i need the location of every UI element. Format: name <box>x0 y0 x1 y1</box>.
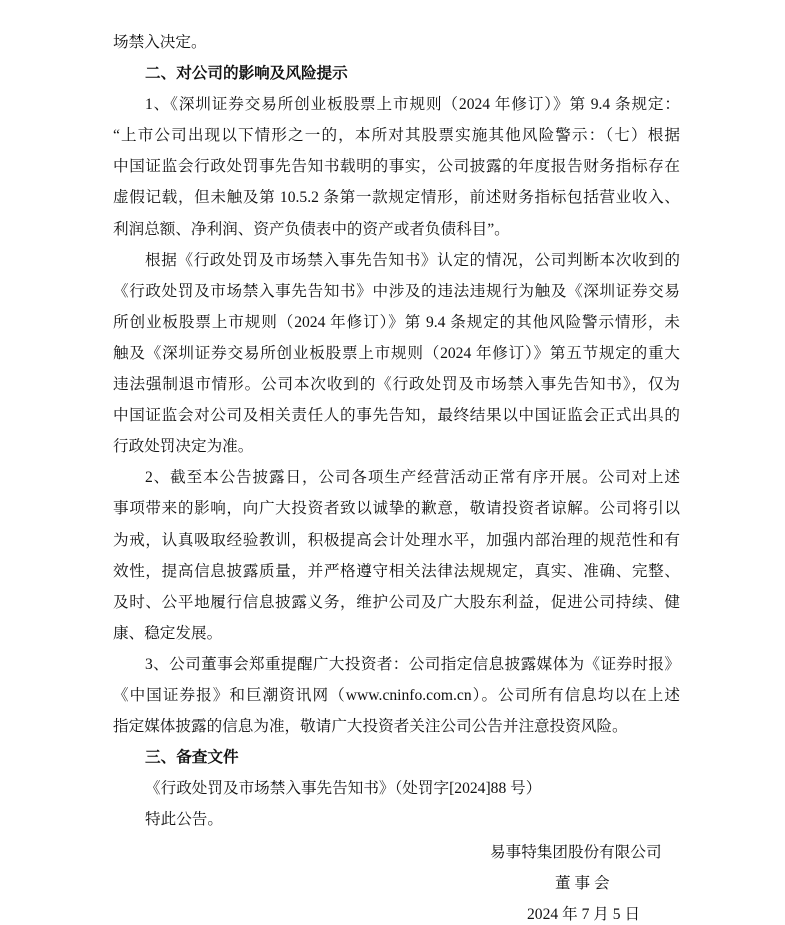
text-line: 违法强制退市情形。公司本次收到的《行政处罚及市场禁入事先告知书》，仅为 <box>113 376 680 394</box>
text-line: 2、截至本公告披露日，公司各项生产经营活动正常有序开展。公司对上述 <box>145 469 680 487</box>
section-heading-reference-docs: 三、备查文件 <box>145 749 239 767</box>
text-line: 为戒，认真吸取经验教训，积极提高会计处理水平，加强内部治理的规范性和有 <box>113 531 680 549</box>
text-line: 利润总额、净利润、资产负债表中的资产或者负债科目”。 <box>113 220 510 238</box>
text-line: 事项带来的影响，向广大投资者致以诚挚的歉意，敬请投资者谅解。公司将引以 <box>113 500 680 518</box>
text-line: 指定媒体披露的信息为准，敬请广大投资者关注公司公告并注意投资风险。 <box>113 718 628 736</box>
signature-date: 2024 年 7 月 5 日 <box>527 906 641 923</box>
text-line: 中国证监会行政处罚事先告知书载明的事实，公司披露的年度报告财务指标存在 <box>113 158 680 176</box>
text-line: 及时、公平地履行信息披露义务，维护公司及广大股东利益，促进公司持续、健 <box>113 593 680 611</box>
text-line: 虚假记载，但未触及第 10.5.2 条第一款规定情形，前述财务指标包括营业收入、 <box>113 189 680 207</box>
section-heading-impact-risk: 二、对公司的影响及风险提示 <box>145 65 348 83</box>
text-line: 康、稳定发展。 <box>113 624 223 642</box>
text-line: 场禁入决定。 <box>113 34 207 51</box>
text-line: 《中国证券报》和巨潮资讯网（www.cninfo.com.cn）。公司所有信息均以在上述 <box>113 686 680 704</box>
reference-document: 《行政处罚及市场禁入事先告知书》（处罚字[2024]88 号） <box>145 780 542 798</box>
text-line: 1、《深圳证券交易所创业板股票上市规则（2024 年修订）》第 9.4 条规定： <box>145 96 680 114</box>
text-line: 《行政处罚及市场禁入事先告知书》中涉及的违法违规行为触及《深圳证券交易 <box>113 282 680 300</box>
text-line: 所创业板股票上市规则（2024 年修订）》第 9.4 条规定的其他风险警示情形，未 <box>113 313 680 331</box>
text-line: 行政处罚决定为准。 <box>113 438 254 456</box>
text-line: 触及《深圳证券交易所创业板股票上市规则（2024 年修订）》第五节规定的重大 <box>113 344 680 362</box>
text-line: 根据《行政处罚及市场禁入事先告知书》认定的情况，公司判断本次收到的 <box>145 251 680 269</box>
signature-company: 易事特集团股份有限公司 <box>490 844 662 861</box>
announcement-body <box>113 27 680 835</box>
text-line: 中国证监会对公司及相关责任人的事先告知，最终结果以中国证监会正式出具的 <box>113 407 680 425</box>
signature-board: 董 事 会 <box>555 875 610 892</box>
text-line: 3、公司董事会郑重提醒广大投资者：公司指定信息披露媒体为《证券时报》 <box>145 655 680 673</box>
text-line: 效性，提高信息披露质量，并严格遵守相关法律法规规定，真实、准确、完整、 <box>113 562 680 580</box>
text-line: “上市公司出现以下情形之一的，本所对其股票实施其他风险警示：（七）根据 <box>113 127 680 145</box>
closing-remark: 特此公告。 <box>145 811 223 829</box>
